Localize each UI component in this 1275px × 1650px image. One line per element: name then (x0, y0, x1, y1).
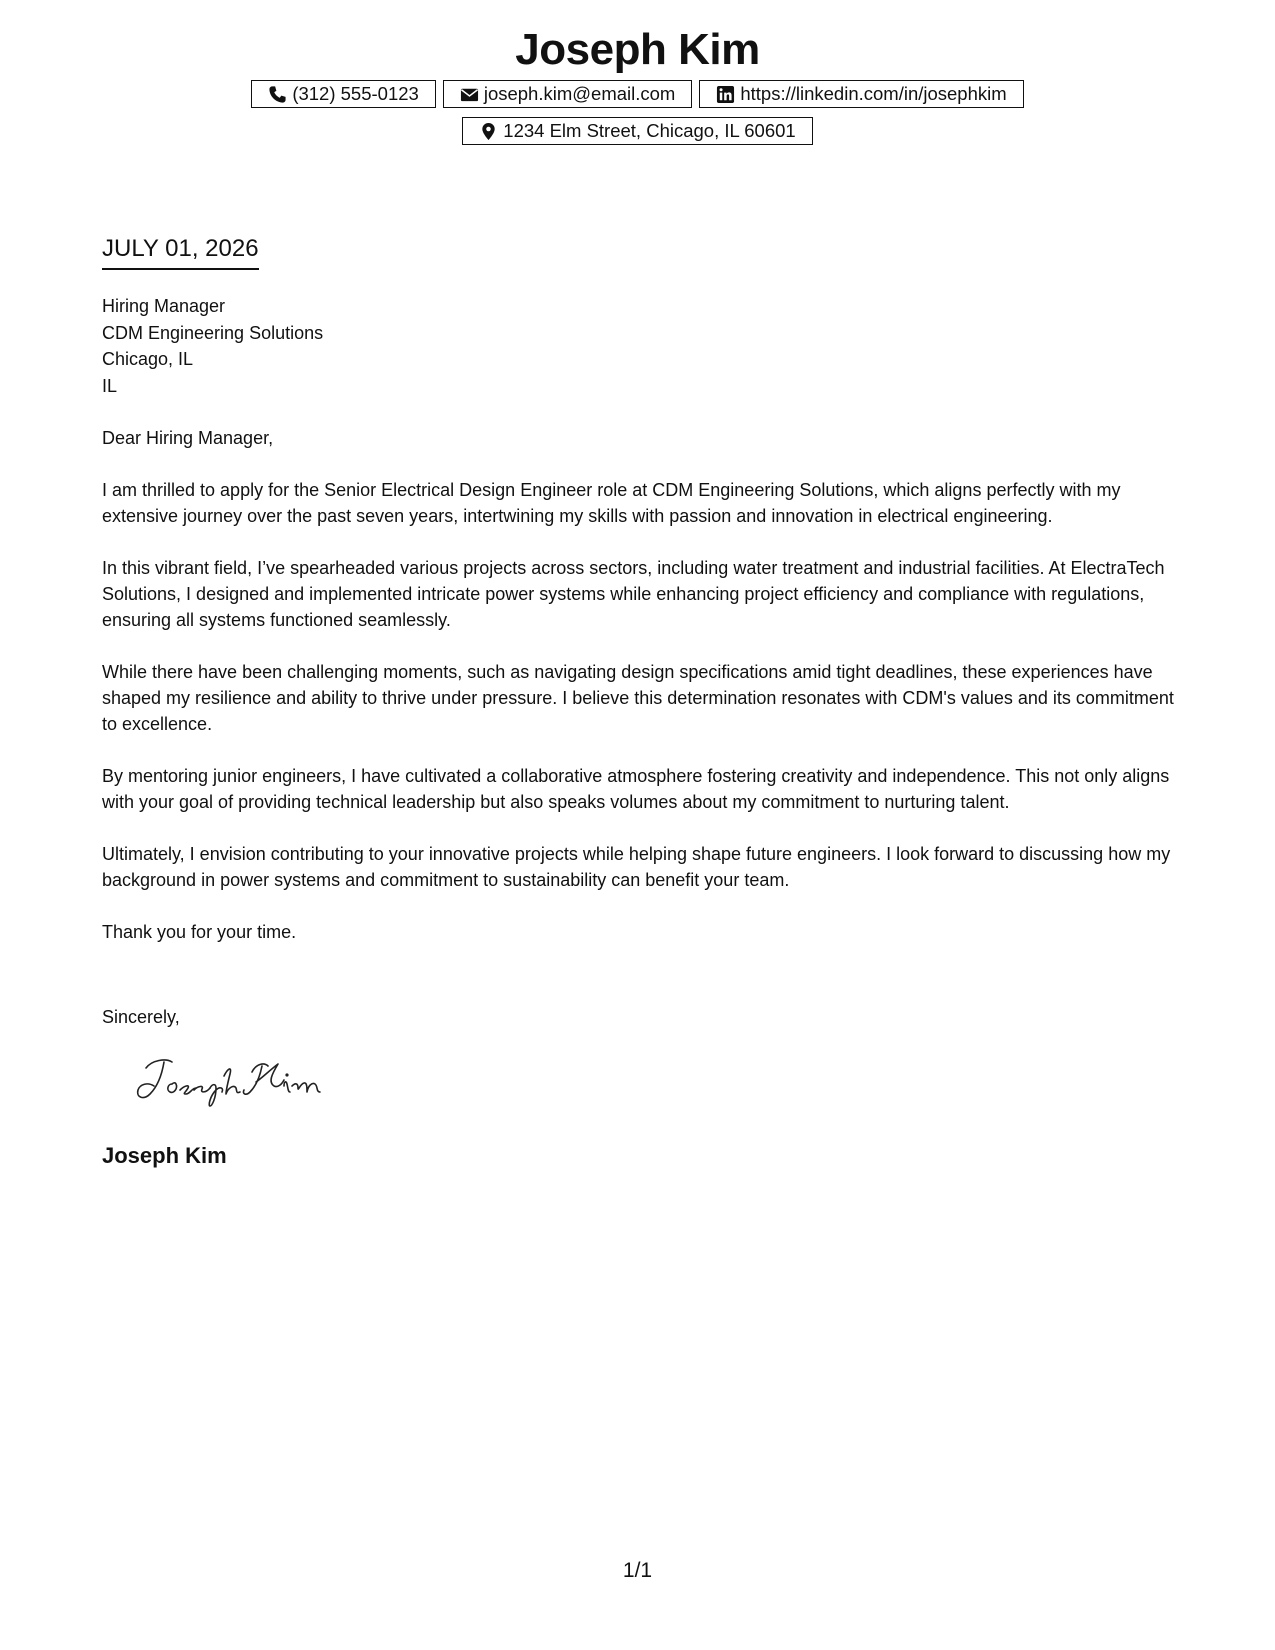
body-paragraph: While there have been challenging moments, such as navigating design specifications amid tight deadlines, these experiences have shaped my resilience and ability to thrive under pressure. I believe this determination resonates with CDM's values and its commitment to excellence. (102, 662, 1174, 734)
recipient-line: Hiring Manager (102, 296, 226, 316)
body-paragraph: By mentoring junior engineers, I have cultivated a collaborative atmosphere fostering creativity and independence. This not only aligns with your goal of providing technical leadership but also speaks volumes about my commitment to nurturing talent. (102, 766, 1170, 812)
salutation: Dear Hiring Manager, (102, 428, 274, 448)
linkedin-text[interactable]: https://linkedin.com/in/josephkim (740, 83, 1007, 104)
address-chip (462, 117, 812, 145)
closing: Sincerely, (102, 1007, 180, 1027)
page-indicator: 1/1 (622, 1559, 653, 1582)
body-paragraph: I am thrilled to apply for the Senior Electrical Design Engineer role at CDM Engineering Solutions, which aligns perfectly with my extensive journey over the past seven years, intertwining my skills with passion and innovation in electrical engineering. (102, 480, 1121, 526)
map-pin-icon (479, 122, 498, 141)
linkedin-icon (716, 85, 735, 104)
email-chip (443, 80, 693, 108)
email-text[interactable]: joseph.kim@email.com (483, 83, 676, 104)
contact-row (0, 80, 1275, 108)
phone-icon (268, 85, 287, 104)
envelope-icon (460, 85, 479, 104)
phone-chip (251, 80, 436, 108)
signer-name: Joseph Kim (102, 1143, 227, 1168)
applicant-name: Joseph Kim (515, 25, 760, 74)
phone-text[interactable]: (312) 555-0123 (292, 83, 419, 104)
recipient-line: Chicago, IL (102, 349, 194, 369)
body-paragraph: Ultimately, I envision contributing to your innovative projects while helping shape future engineers. I look forward to discussing how my background in power systems and commitment to sustainability can benefit your team. (102, 844, 1171, 890)
address-text[interactable]: 1234 Elm Street, Chicago, IL 60601 (503, 120, 796, 141)
linkedin-chip (699, 80, 1023, 108)
recipient-line: CDM Engineering Solutions (102, 322, 324, 343)
letter-date: JULY 01, 2026 (102, 234, 259, 270)
contact-row-address (0, 117, 1275, 145)
letter-body (102, 425, 1182, 971)
body-paragraph: Thank you for your time. (102, 922, 297, 942)
recipient-line: IL (102, 375, 118, 396)
recipient-block (102, 293, 323, 399)
body-paragraph: In this vibrant field, I’ve spearheaded various projects across sectors, including water treatment and industrial facilities. At ElectraTech Solutions, I designed and implemented intricate power systems while enhancing project efficiency and compliance with regulations, ensuring all systems functioned seamlessly. (102, 558, 1165, 630)
handwritten-signature (132, 1050, 332, 1110)
